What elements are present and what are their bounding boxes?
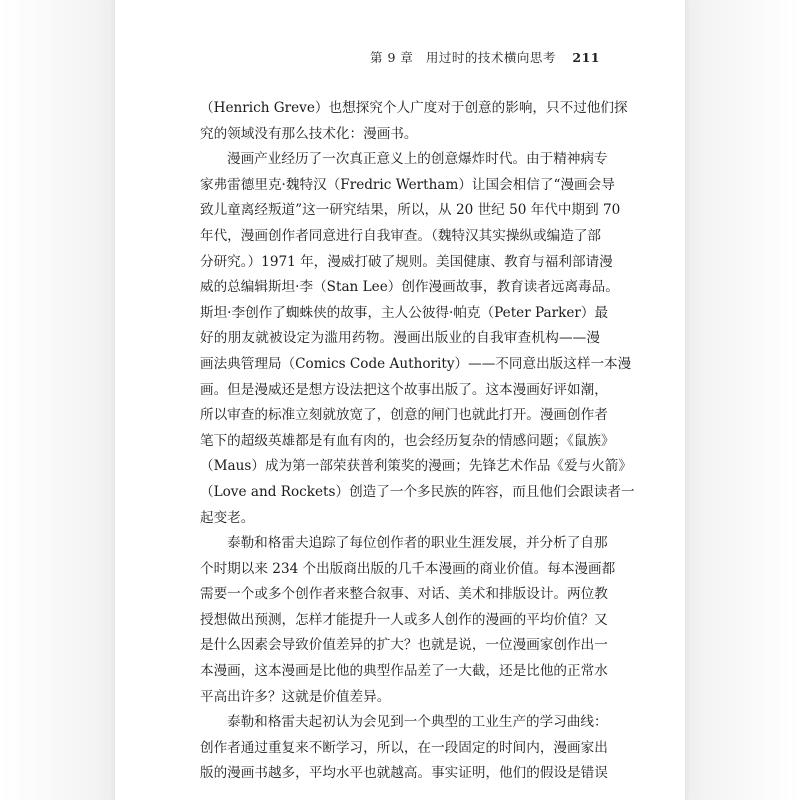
- text-line: 授想做出预测，怎样才能提升一人或多人创作的漫画的平均价值？又: [200, 611, 608, 628]
- text-line: 创作者通过重复来不断学习，所以，在一段固定的时间内，漫画家出: [200, 739, 608, 756]
- page-number: 211: [572, 50, 600, 65]
- text-line: 画。但是漫威还是想方设法把这个故事出版了。这本漫画好评如潮，: [200, 381, 608, 398]
- chapter-number: 第 9 章: [370, 50, 414, 65]
- text-line: 泰勒和格雷夫追踪了每位创作者的职业生涯发展，并分析了自那: [227, 535, 608, 552]
- right-margin-shadow: [685, 0, 800, 800]
- running-header: [200, 48, 600, 66]
- text-line: 究的领域没有那么技术化：漫画书。: [200, 125, 418, 142]
- text-line: 分研究。）1971 年，漫威打破了规则。美国健康、教育与福利部请漫: [200, 253, 613, 270]
- text-line: （Maus）成为第一部荣获普利策奖的漫画；先锋艺术作品《爱与火箭》: [200, 458, 632, 475]
- text-line: 漫画产业经历了一次真正意义上的创意爆炸时代。由于精神病专: [227, 151, 608, 168]
- text-line: 泰勒和格雷夫起初认为会见到一个典型的工业生产的学习曲线：: [227, 714, 608, 731]
- text-line: 画法典管理局（Comics Code Authority）——不同意出版这样一本漫: [200, 355, 632, 372]
- left-margin-shadow: [0, 0, 115, 800]
- text-line: 致儿童离经叛道”这一研究结果，所以，从 20 世纪 50 年代中期到 70: [200, 202, 621, 219]
- text-line: 版的漫画书越多，平均水平也就越高。事实证明，他们的假设是错误: [200, 765, 608, 782]
- body-text: [200, 96, 635, 787]
- text-line: 好的朋友就被设定为滥用药物。漫画出版业的自我审查机构——漫: [200, 330, 600, 347]
- text-line: 年代，漫画创作者同意进行自我审查。（魏特汉其实操纵或编造了部: [200, 227, 602, 244]
- text-line: 威的总编辑斯坦·李（Stan Lee）创作漫画故事，教育读者远离毒品。: [200, 279, 619, 296]
- text-line: 斯坦·李创作了蜘蛛侠的故事，主人公彼得·帕克（Peter Parker）最: [200, 304, 609, 321]
- text-line: 平高出许多？这就是价值差异。: [200, 688, 391, 705]
- text-line: 所以审查的标准立刻就放宽了，创意的闸门也就此打开。漫画创作者: [200, 407, 608, 424]
- text-line: 起变老。: [200, 509, 255, 526]
- text-line: （Love and Rockets）创造了一个多民族的阵容，而且他们会跟读者一: [200, 483, 635, 500]
- text-line: 是什么因素会导致价值差异的扩大？也就是说，一位漫画家创作出一: [200, 637, 608, 654]
- text-line: 需要一个或多个创作者来整合叙事、对话、美术和排版设计。两位教: [200, 586, 608, 603]
- book-page: [115, 0, 685, 800]
- text-line: 本漫画，这本漫画是比他的典型作品差了一大截，还是比他的正常水: [200, 663, 608, 680]
- text-line: 家弗雷德里克·魏特汉（Fredric Wertham）让国会相信了“漫画会导: [200, 176, 615, 193]
- text-line: 笔下的超级英雄都是有血有肉的，也会经历复杂的情感问题；《鼠族》: [200, 432, 615, 449]
- chapter-title: 用过时的技术横向思考: [425, 50, 556, 65]
- text-line: （Henrich Greve）也想探究个人广度对于创意的影响，只不过他们探: [200, 100, 628, 116]
- text-line: 个时期以来 234 个出版商出版的几千本漫画的商业价值。每本漫画都: [200, 560, 616, 577]
